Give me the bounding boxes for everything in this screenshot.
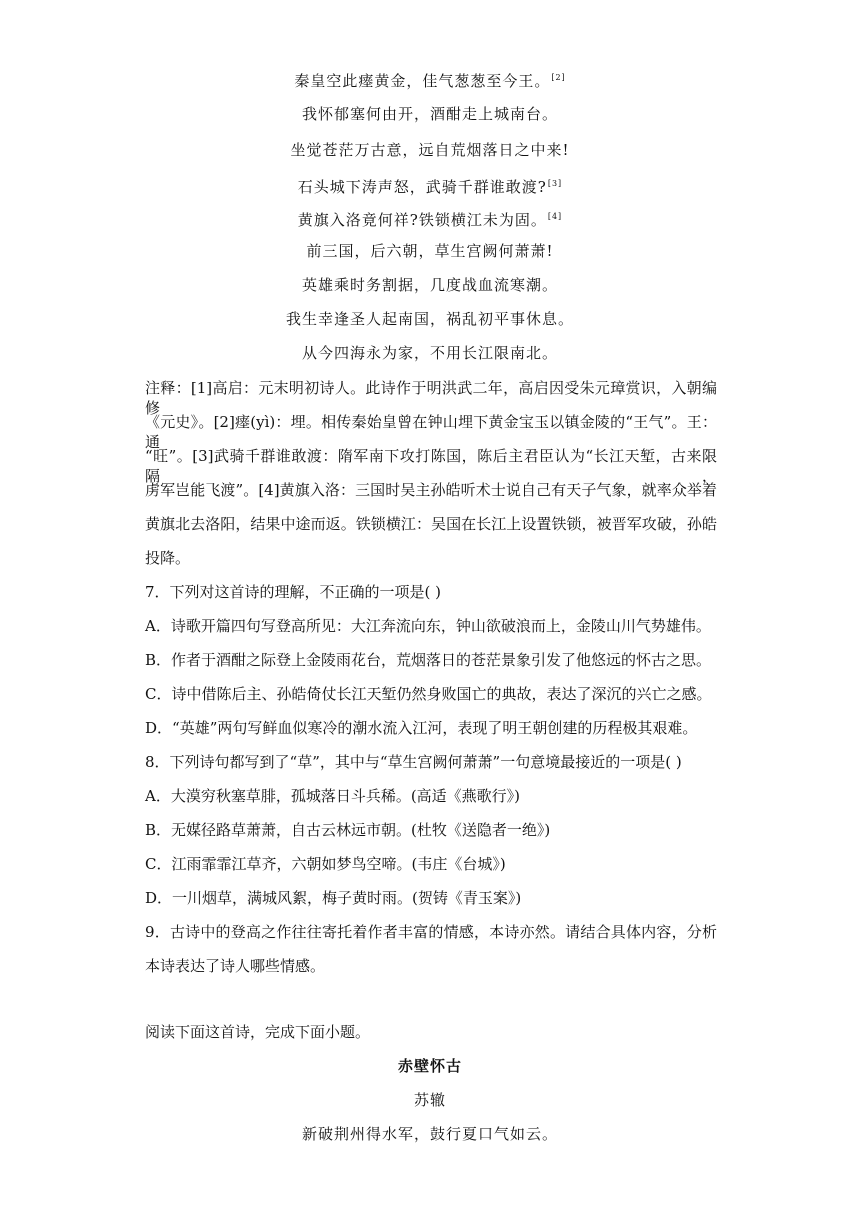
question-9-line: 9．古诗中的登高之作往往寄托着作者丰富的情感，本诗亦然。请结合具体内容，分析: [145, 923, 717, 941]
question-8-option-a: A．大漠穷秋塞草腓，孤城落日斗兵稀。(高适《燕歌行》): [145, 787, 521, 805]
poem-line: 新破荆州得水军，鼓行夏口气如云。: [301, 1125, 558, 1143]
poem-line-text: 黄旗入洛竟何祥?铁锁横江未为固。: [297, 211, 547, 229]
poem-line-text: 我生幸逢圣人起南国，祸乱初平事休息。: [285, 310, 574, 328]
footnote-marker: [4]: [547, 212, 563, 221]
question-8-stem: 8．下列诗句都写到了“草”，其中与“草生宫阙何萧萧”一句意境最接近的一项是( ): [145, 753, 682, 771]
question-7-option-a: A．诗歌开篇四句写登高所见：大江奔流向东，钟山欲破浪而上，金陵山川气势雄伟。: [145, 617, 711, 635]
notes-line: 黄旗北去洛阳，结果中途而返。铁锁横江：吴国在长江上设置铁锁，被晋军攻破，孙皓: [145, 515, 717, 533]
poem-line-text: 坐觉苍茫万古意，远自荒烟落日之中来!: [290, 141, 570, 159]
question-9-line: 本诗表达了诗人哪些情感。: [145, 957, 326, 975]
poem-line: [0, 174, 860, 197]
poem-line: [0, 140, 860, 160]
question-7-option-d: D．“英雄”两句写鲜血似寒冷的潮水流入江河，表现了明王朝创建的历程极其艰难。: [145, 719, 698, 737]
poem-line-text: 前三国，后六朝，草生宫阙何萧萧!: [306, 242, 554, 260]
notes-line: 《元史》。[2]瘗(yì)：埋。相传秦始皇曾在钟山埋下黄金宝玉以镇金陵的“王气”。王：通: [145, 413, 717, 451]
notes-line: 注释：[1]高启：元末明初诗人。此诗作于明洪武二年，高启因受朱元璋赏识，入朝编修: [145, 379, 717, 417]
poem-line-text: 我怀郁塞何由开，酒酣走上城南台。: [301, 105, 558, 123]
poem-line: [0, 309, 860, 329]
poem-line-text: 石头城下涛声怒，武骑千群谁敢渡?: [297, 178, 547, 196]
footnote-marker: [3]: [547, 179, 563, 188]
poem-author: 苏辙: [413, 1091, 446, 1109]
footnote-marker: [2]: [551, 73, 566, 82]
question-8-option-d: D．一川烟草，满城风絮，梅子黄时雨。(贺铸《青玉案》): [145, 889, 522, 907]
poem-line: [0, 275, 860, 295]
poem-line-text: 从今四海永为家，不用长江限南北。: [301, 344, 558, 362]
poem-title: 赤壁怀古: [397, 1057, 462, 1075]
notes-line: “旺”。[3]武骑千群谁敢渡：隋军南下攻打陈国，陈后主君臣认为“长江天堑，古来限隔，: [145, 447, 717, 485]
poem-line: [0, 104, 860, 124]
section-intro: 阅读下面这首诗，完成下面小题。: [145, 1023, 371, 1041]
question-7-option-b: B．作者于酒酣之际登上金陵雨花台，荒烟落日的苍茫景象引发了他悠远的怀古之思。: [145, 651, 712, 669]
poem-line: [0, 343, 860, 363]
notes-line: 虏军岂能飞渡”。[4]黄旗入洛：三国时吴主孙皓听术士说自己有天子气象，就率众举着: [145, 481, 717, 499]
question-8-option-b: B．无媒径路草萧萧，自古云林远市朝。(杜牧《送隐者一绝》): [145, 821, 551, 839]
poem-line-text: 英雄乘时务割据，几度战血流寒潮。: [301, 276, 558, 294]
question-8-option-c: C．江雨霏霏江草齐，六朝如梦鸟空啼。(韦庄《台城》): [145, 855, 506, 873]
poem-line-text: 秦皇空此瘗黄金，佳气葱葱至今王。: [294, 72, 551, 90]
question-7-option-c: C．诗中借陈后主、孙皓倚仗长江天堑仍然身败国亡的典故，表达了深沉的兴亡之感。: [145, 685, 712, 703]
poem-line: [0, 68, 860, 91]
question-7-stem: 7．下列对这首诗的理解，不正确的一项是( ): [145, 583, 442, 601]
poem-line: [0, 207, 860, 230]
poem-line: [0, 241, 860, 261]
notes-line: 投降。: [145, 549, 191, 567]
